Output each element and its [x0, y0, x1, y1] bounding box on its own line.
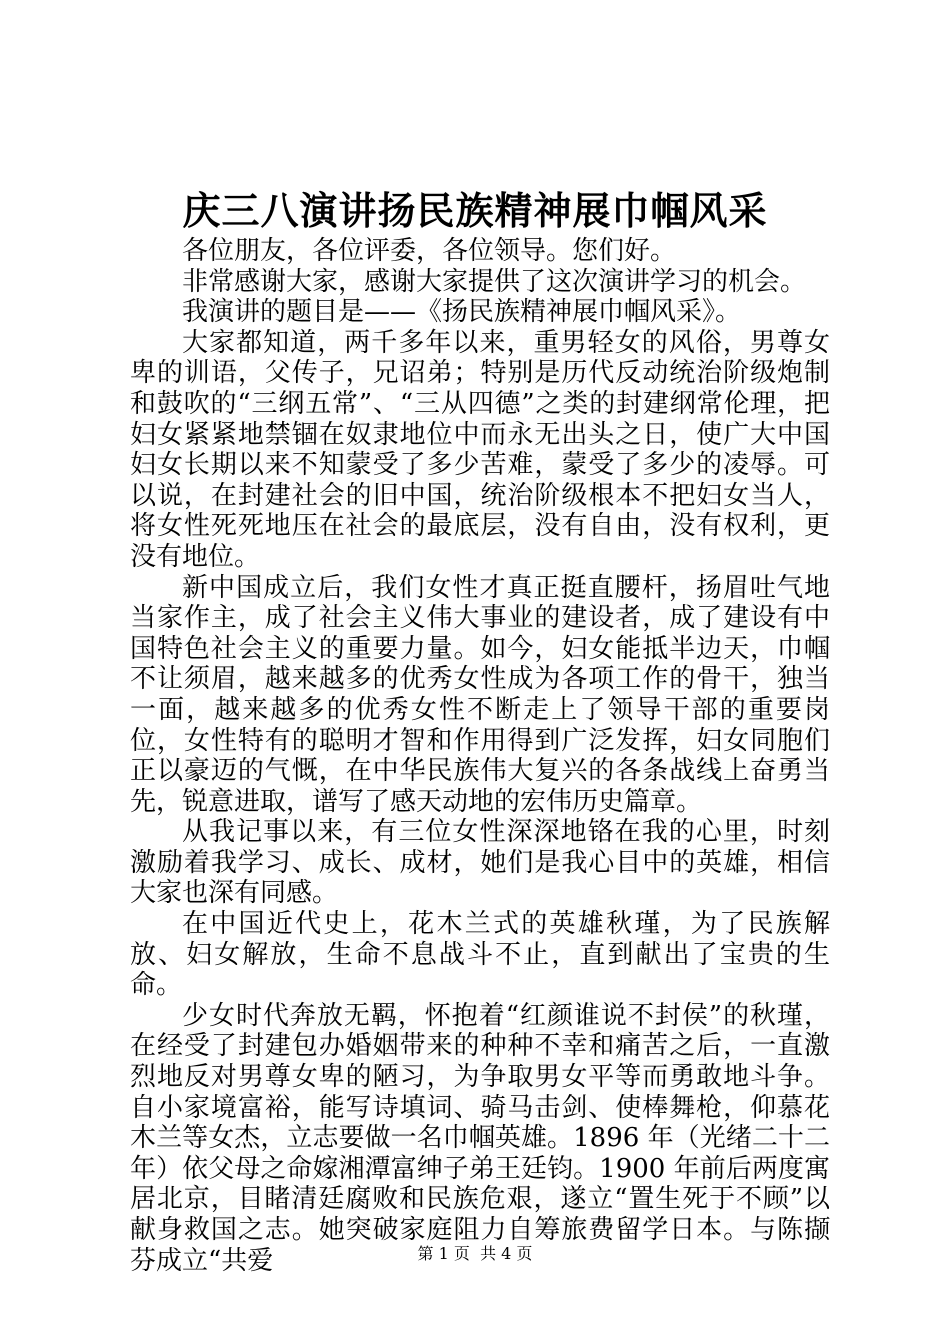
document-body — [130, 236, 830, 1276]
paragraph: 各位朋友，各位评委，各位领导。您们好。 — [182, 236, 677, 266]
paragraph: 在中国近代史上，花木兰式的英雄秋瑾，为了民族解放、妇女解放，生命不息战斗不止，直到献出了宝贵的生命。 — [130, 909, 830, 1001]
paragraph: 新中国成立后，我们女性才真正挺直腰杆，扬眉吐气地当家作主，成了社会主义伟大事业的建设者，成了建设有中国特色社会主义的重要力量。如今，妇女能抵半边天，巾帼不让须眉，越来越多的优秀女性成为各项工作的骨干，独当一面，越来越多的优秀女性不断走上了领导干部的重要岗位，女性特有的聪明才智和作用得到广泛发挥，妇女同胞们正以豪迈的气慨，在中华民族伟大复兴的各条战线上奋勇当先，锐意进取，谱写了感天动地的宏伟历史篇章。 — [130, 572, 830, 817]
paragraph: 大家都知道，两千多年以来，重男轻女的风俗，男尊女卑的训语，父传子，兄诏弟；特别是历代反动统治阶级炮制和鼓吹的“三纲五常”、“三从四德”之类的封建纲常伦理，把妇女紧紧地禁锢在奴隶地位中而永无出头之日，使广大中国妇女长期以来不知蒙受了多少苦难，蒙受了多少的凌辱。可以说，在封建社会的旧中国，统治阶级根本不把妇女当人，将女性死死地压在社会的最底层，没有自由，没有权利，更没有地位。 — [130, 327, 830, 572]
paragraph: 从我记事以来，有三位女性深深地铬在我的心里，时刻激励着我学习、成长、成材，她们是我心目中的英雄，相信大家也深有同感。 — [130, 817, 830, 909]
page-number-label: 第 1 页 共 4 页 — [417, 1244, 533, 1263]
paragraph: 我演讲的题目是——《扬民族精神展巾帼风采》。 — [182, 297, 742, 328]
paragraph: 少女时代奔放无羁，怀抱着“红颜谁说不封侯”的秋瑾，在经受了封建包办婚姻带来的种种不幸和痛苦之后，一直激烈地反对男尊女卑的陋习，为争取男女平等而勇敢地斗争。自小家境富裕，能写诗填词、骑马击剑、使棒舞枪，仰慕花木兰等女杰，立志要做一名巾帼英雄。1896 年（光绪二十二年）依父母之命嫁湘潭富绅子弟王廷钧。1900 年前后两度寓居北京，目睹清廷腐败和民族危艰，遂立“置生死于不顾”以献身救国之志。她突破家庭阻力自筹旅费留学日本。与陈撷芬成立“共爱 — [130, 1000, 830, 1276]
paragraph: 非常感谢大家，感谢大家提供了这次演讲学习的机会。 — [182, 266, 807, 297]
page-footer — [0, 1244, 950, 1264]
page-title: 庆三八演讲扬民族精神展巾帼风采 — [182, 188, 768, 233]
